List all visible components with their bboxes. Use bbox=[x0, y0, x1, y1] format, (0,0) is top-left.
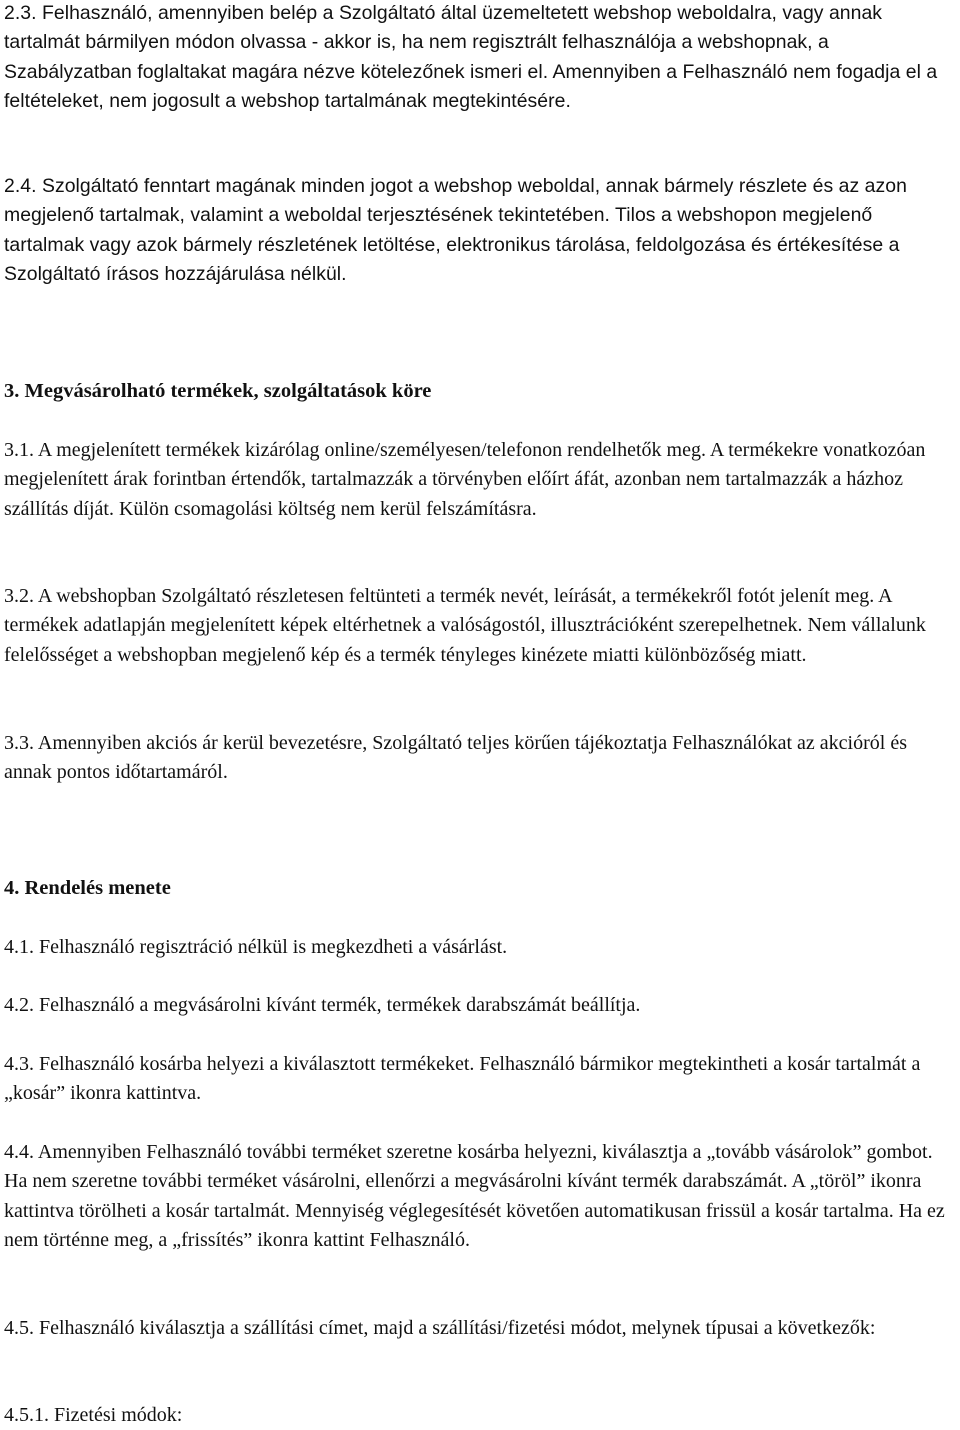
paragraph-2-4: 2.4. Szolgáltató fenntart magának minden jogot a webshop weboldal, annak bármely részlete és az azon megjelenő tartalmak, valamint a weboldal terjesztésének tekintetében. Tilos a webshopon megjelenő tartalmak vagy azok bármely részletének letöltése, elektronikus tárolása, feldolgozása és értékesítése a Szolgáltató írásos hozzájárulása nélkül. bbox=[4, 175, 907, 285]
section-heading-3: 3. Megvásárolható termékek, szolgáltatások köre bbox=[4, 380, 432, 402]
paragraph-4-2: 4.2. Felhasználó a megvásárolni kívánt termék, termékek darabszámát beállítja. bbox=[4, 994, 641, 1016]
section-heading-4: 4. Rendelés menete bbox=[4, 877, 171, 899]
paragraph-4-1: 4.1. Felhasználó regisztráció nélkül is megkezdheti a vásárlást. bbox=[4, 936, 508, 958]
paragraph-4-5-1: 4.5.1. Fizetési módok: bbox=[4, 1404, 183, 1426]
paragraph-4-4: 4.4. Amennyiben Felhasználó további terméket szeretne kosárba helyezni, kiválasztja a „tovább vásárolok” gombot. Ha nem szeretne további terméket vásárolni, ellenőrzi a megvásárolni kívánt termék darabszámát. A „töröl” ikonra kattintva törölheti a kosár tartalmát. Mennyiség véglegesítését követően automatikusan frissül a kosár tartalma. Ha ez nem történne meg, a „frissítés” ikonra kattint Felhasználó. bbox=[4, 1141, 945, 1251]
paragraph-4-5: 4.5. Felhasználó kiválasztja a szállítási címet, majd a szállítási/fizetési módot, melynek típusai a következők: bbox=[4, 1317, 876, 1339]
paragraph-4-3: 4.3. Felhasználó kosárba helyezi a kiválasztott termékeket. Felhasználó bármikor megtekintheti a kosár tartalmát a „kosár” ikonra kattintva. bbox=[4, 1053, 921, 1105]
paragraph-3-3: 3.3. Amennyiben akciós ár kerül bevezetésre, Szolgáltató teljes körűen tájékoztatja Felhasználókat az akcióról és annak pontos időtartamáról. bbox=[4, 732, 907, 784]
paragraph-3-2: 3.2. A webshopban Szolgáltató részletesen feltünteti a termék nevét, leírását, a termékekről fotót jelenít meg. A termékek adatlapján megjelenített képek eltérhetnek a valóságostól, illusztrációként szerepelhetnek. Nem vállalunk felelősséget a webshopban megjelenő kép és a termék tényleges kinézete miatti különbözőség miatt. bbox=[4, 585, 926, 666]
paragraph-3-1: 3.1. A megjelenített termékek kizárólag online/személyesen/telefonon rendelhetők meg. A termékekre vonatkozóan megjelenített árak forintban értendők, tartalmazzák a törvényben előírt áfát, azonban nem tartalmazzák a házhoz szállítás díját. Külön csomagolási költség nem kerül felszámításra. bbox=[4, 439, 926, 520]
paragraph-2-3: 2.3. Felhasználó, amennyiben belép a Szolgáltató által üzemeltetett webshop weboldalra, vagy annak tartalmát bármilyen módon olvassa - akkor is, ha nem regisztrált felhasználója a webshopnak, a Szabályzatban foglaltakat magára nézve kötelezőnek ismeri el. Amennyiben a Felhasználó nem fogadja el a feltételeket, nem jogosult a webshop tartalmának megtekintésére. bbox=[4, 2, 938, 112]
